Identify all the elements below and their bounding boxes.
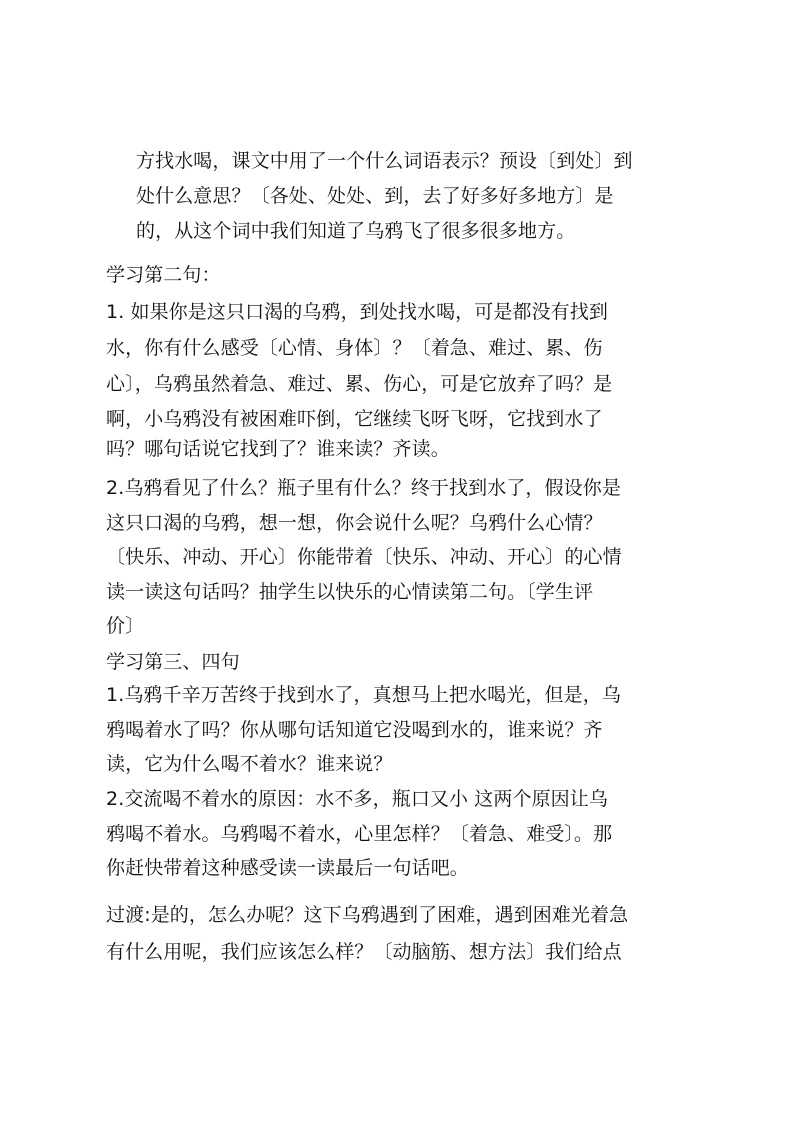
- text-line-19: 2.交流喝不着水的原因：水不多，瓶口又小 这两个原因让乌: [106, 788, 608, 810]
- text-line-2: 处什么意思？〔各处、处处、到，去了好多好多地方〕是: [136, 185, 614, 207]
- text-line-3: 的，从这个词中我们知道了乌鸦飞了很多很多地方。: [136, 220, 576, 242]
- text-line-11: 这只口渴的乌鸦，想一想，你会说什么呢？乌鸦什么心情？: [106, 512, 603, 534]
- section-heading-third-fourth: 学习第三、四句: [106, 651, 240, 673]
- text-line-21: 你赶快带着这种感受读一读最后一句话吧。: [106, 857, 469, 879]
- transition-line-2: 有什么用呢，我们应该怎么样？〔动脑筋、想方法〕我们给点: [106, 941, 622, 963]
- text-line-12: 〔快乐、冲动、开心〕你能带着〔快乐、冲动、开心〕的心情: [106, 546, 622, 568]
- text-line-8: 啊，小乌鸦没有被困难吓倒，它继续飞呀飞呀，它找到水了: [106, 408, 603, 430]
- text-line-20: 鸦喝不着水。乌鸦喝不着水，心里怎样？〔着急、难受〕。那: [106, 823, 613, 845]
- text-line-18: 读，它为什么喝不着水？谁来说？: [106, 753, 393, 775]
- section-heading-second-sentence: 学习第二句：: [106, 264, 221, 286]
- text-line-6: 水，你有什么感受〔心情、身体〕？〔着急、难过、累、伤: [106, 337, 603, 359]
- text-line-13: 读一读这句话吗？抽学生以快乐的心情读第二句。〔学生评: [106, 581, 594, 603]
- text-line-5: 1. 如果你是这只口渴的乌鸦，到处找水喝，可是都没有找到: [106, 301, 608, 323]
- transition-line-1: 过渡:是的，怎么办呢？这下乌鸦遇到了困难，遇到困难光着急: [106, 904, 629, 926]
- text-line-14: 价〕: [106, 615, 145, 637]
- text-line-16: 1.乌鸦千辛万苦终于找到水了，真想马上把水喝光，但是，乌: [106, 684, 621, 706]
- text-line-1: 方找水喝，课文中用了一个什么词语表示？预设〔到处〕到: [136, 150, 633, 172]
- text-line-9: 吗？哪句话说它找到了？谁来读？齐读。: [106, 438, 450, 460]
- text-line-10: 2.乌鸦看见了什么？瓶子里有什么？终于找到水了，假设你是: [106, 477, 621, 499]
- text-line-17: 鸦喝着水了吗？你从哪句话知道它没喝到水的，谁来说？齐: [106, 719, 603, 741]
- text-line-7: 心〕，乌鸦虽然着急、难过、累、伤心，可是它放弃了吗？是: [106, 373, 613, 395]
